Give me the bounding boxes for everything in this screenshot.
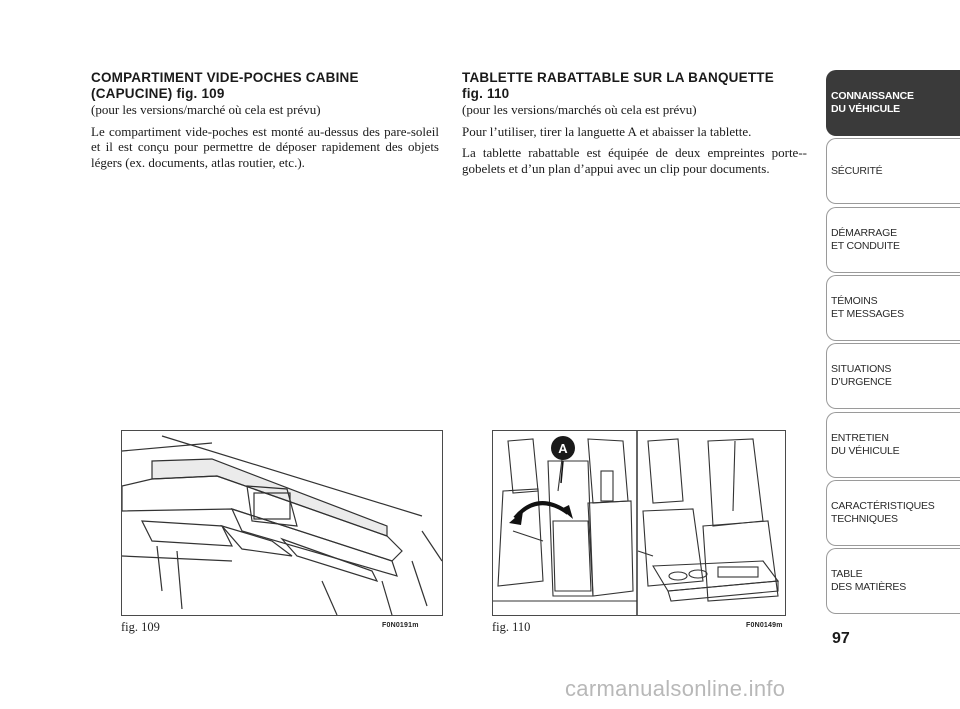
watermark: carmanualsonline.info [565, 676, 786, 701]
figure-110-code: F0N0149m [746, 622, 783, 629]
right-body-2: La tablette rabattable est équipée de deux empreintes porte--gobelets et d’un plan d’appui avec un clip pour documents. [462, 145, 807, 176]
tab-caracteristiques-techniques[interactable]: CARACTÉRISTIQUES TECHNIQUES [826, 480, 960, 546]
figure-109-code: F0N0191m [382, 622, 419, 629]
left-note: (pour les versions/marché où cela est prévu) [91, 102, 321, 117]
right-heading-line1: TABLETTE RABATTABLE SUR LA BANQUETTE [462, 70, 774, 85]
right-heading-line2: fig. 110 [462, 86, 510, 101]
tab-situations-d-urgence[interactable]: SITUATIONS D’URGENCE [826, 343, 960, 409]
folding-tray-drawing [493, 431, 785, 615]
left-body: Le compartiment vide-poches est monté au-dessus des pare-soleil et il est conçu pour permettre de déposer rapidement des objets légers (ex. documents, atlas routier, etc.). [91, 123, 439, 170]
figure-110-illustration [492, 430, 786, 616]
left-heading-line1: COMPARTIMENT VIDE-POCHES CABINE [91, 70, 359, 85]
figure-110-label: fig. 110 [492, 620, 531, 634]
tab-demarrage-et-conduite[interactable]: DÉMARRAGE ET CONDUITE [826, 207, 960, 273]
tab-connaissance-du-vehicule[interactable]: CONNAISSANCE DU VÉHICULE [826, 70, 960, 136]
page-number: 97 [832, 630, 850, 647]
figure-109-label: fig. 109 [121, 620, 160, 634]
right-note: (pour les versions/marchés où cela est prévu) [462, 102, 697, 117]
figure-109-illustration [121, 430, 443, 616]
tab-entretien-du-vehicule[interactable]: ENTRETIEN DU VÉHICULE [826, 412, 960, 478]
left-heading-line2: (CAPUCINE) fig. 109 [91, 86, 225, 101]
storage-compartment-drawing [122, 431, 442, 615]
left-section [91, 70, 439, 176]
tab-table-des-matieres[interactable]: TABLE DES MATIÈRES [826, 548, 960, 614]
tab-securite[interactable]: SÉCURITÉ [826, 138, 960, 204]
tab-temoins-et-messages[interactable]: TÉMOINS ET MESSAGES [826, 275, 960, 341]
marker-a-letter: A [558, 441, 568, 456]
right-section [462, 70, 807, 182]
right-body-1: Pour l’utiliser, tirer la languette A et abaisser la tablette. [462, 123, 752, 139]
